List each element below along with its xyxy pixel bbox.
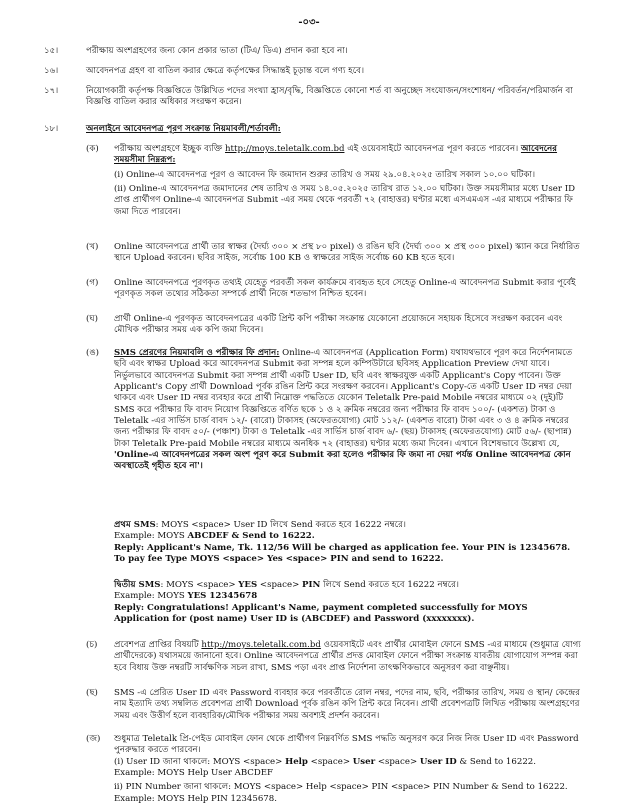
- deadline-heading: আবেদনের সময়সীমা নিম্নরূপ:: [114, 144, 558, 166]
- first-sms-label: প্রথম SMS: [114, 520, 156, 530]
- sub-clause-text: ওয়েবসাইটে এবং প্রার্থীর মোবাইল ফোনে SMS -এর মাধ্যমে (শুধুমাত্র যোগ্য প্রার্থীদেরকে) যথাসময়ে জানানো হবে। Online আবেদনপত্রে প্রার্থীর প্রদত্ত মোবাইল ফোনে পরীক্ষা সংক্রান্ত যাবতীয় যোগাযোগ সম্পন্ন করা হবে বিধায় উক্ত নম্বরটি সার্বক্ষণিক সচল রাখা, SMS পড়া এবং প্রাপ্ত নির্দেশনা তাৎক্ষণিকভাবে অনুসরণ করা বাঞ্ছনীয়।: [114, 640, 581, 673]
- userid-recovery-format: & Send to 16222.: [456, 756, 536, 767]
- sub-clause-text: SMS -এ প্রেরিত User ID এবং Password ব্যবহার করে পরবর্তীতে রোল নম্বর, পদের নাম, ছবি, পরীক্ষার তারিখ, সময় ও স্থান/ কেন্দ্রের নাম ইত্যাদি তথ্য সম্বলিত প্রবেশপত্র প্রার্থী Download পূর্বক রঙিন কপি প্রিন্ট করে নিবেন। প্রার্থী প্রবেশপত্রটি লিখিত পরীক্ষায় অংশগ্রহণের সময় এবং উত্তীর্ণ হলে ব্যবহারিক/মৌখিক পরীক্ষার সময় অবশ্যই প্রদর্শন করবেন।: [114, 688, 580, 721]
- sub-clause-text: প্রবেশপত্র প্রাপ্তির বিষয়টি: [114, 640, 202, 650]
- sub-clause-label: (জ): [86, 734, 101, 744]
- clause-number: ১৮।: [44, 124, 59, 134]
- sub-clause-label: (চ): [86, 640, 98, 650]
- deadline-start: (i) Online-এ আবেদনপত্র পূরণ ও আবেদন ফি জমাদান শুরুর তারিখ ও সময় ২৯.০৪.২০২৫ তারিখ সকাল ১০.০০ ঘটিকা।: [114, 169, 536, 180]
- sub-clause-text: Online আবেদনপত্রে প্রার্থী তার স্বাক্ষর (দৈর্ঘ্য ৩০০ × প্রস্থ ৮০ pixel) ও রঙিন ছবি (দৈর্ঘ্য ৩০০ × প্রস্থ ৩০০ pixel) স্ক্যান করে নির্ধারিত স্থানে Upload করবেন। ছবির সাইজ, সর্বোচ্চ 100 KB ও স্বাক্ষরের সাইজ সর্বোচ্চ 60 KB হতে হবে।: [114, 242, 580, 264]
- first-sms-format: : MOYS <space> User ID লিখে Send করতে হবে 16222 নম্বরে।: [155, 520, 406, 530]
- second-sms-example: Example: MOYS: [114, 591, 188, 602]
- pin-recovery-example: Example: MOYS Help PIN 12345678.: [114, 793, 277, 804]
- userid-recovery-format: <space>: [307, 756, 353, 767]
- clause-heading: অনলাইনে আবেদনপত্র পূরণ সংক্রান্ত নিয়মাবলী/শর্তাবলী:: [86, 124, 281, 134]
- userid-recovery-format: (i) User ID জানা থাকলে: MOYS <space>: [114, 756, 286, 767]
- userid-recovery-example: Example: MOYS Help User ABCDEF: [114, 768, 274, 779]
- pin-recovery-format: ii) PIN Number জানা থাকলে: MOYS <space> Help <space> PIN <space> PIN Number & Send to 16222.: [114, 782, 568, 793]
- second-sms-example-code: YES 12345678: [187, 591, 258, 602]
- sub-clause-text: Online আবেদনপত্রে পূরণকৃত তথ্যই যেহেতু পরবর্তী সকল কার্যক্রমে ব্যবহৃত হবে সেহেতু Online-এ আবেদনপত্র Submit করার পূর্বেই পূরণকৃত সকল তথ্যের সঠিকতা সম্পর্কে প্রার্থী নিজে শতভাগ নিশ্চিত হবেন।: [114, 278, 576, 300]
- second-sms-yes: YES: [238, 580, 258, 590]
- first-sms-reply: : Applicant's Name, Tk. 112/56 Will be charged as application fee. Your PIN is 12345678. To pay fee Type MOYS <space> Yes <space> PIN and send to 16222.: [114, 542, 571, 565]
- sms-rules-text: Online-এ আবেদনপত্র (Application Form) যথাযথভাবে পূরণ করে নির্দেশনামতে ছবি এবং স্বাক্ষর Upload করে আবেদনপত্র Submit করা সম্পন্ন হলে কম্পিউটারে ছবিসহ Application Preview দেখা যাবে। নির্ভুলভাবে আবেদনপত্র Submit করা সম্পন্ন প্রার্থী একটি User ID, ছবি এবং স্বাক্ষরযুক্ত একটি Applicant's Copy পাবেন। উক্ত Applicant's Copy প্রার্থী Download পূর্বক রঙিন প্রিন্ট করে সংরক্ষণ করবেন। Applicant's Copy-তে একটি User ID নম্বর দেয়া থাকবে এবং User ID নম্বর ব্যবহার করে প্রার্থী নিম্নোক্ত পদ্ধতিতে যেকোন Teletalk Pre-paid Mobile নম্বরের মাধ্যমে ০২ (দুই)টি SMS করে পরীক্ষার ফি বাবদ নিয়োগ বিজ্ঞপ্তিতে বর্ণিত ছকে ১ ও ২ ক্রমিক নম্বরের জন্য পরীক্ষার ফি বাবদ ১০০/- (একশত) টাকা ও Teletalk -এর সার্ভিস চার্জ বাবদ ১২/- (বারো) টাকাসহ (অফেরতযোগ্য) মোট ১১২/- (একশত বারো) টাকা এবং ৩ ও ৪ ক্রমিক নম্বরের জন্য পরীক্ষার ফি বাবদ ৫০/- (পঞ্চাশ) টাকা ও Teletalk -এর সার্ভিস চার্জ বাবদ ৬/- (ছয়) টাকাসহ (অফেরতযোগ্য) মোট ৫৬/- (ছাপান্ন) টাকা Teletalk Pre-paid Mobile নম্বরের মাধ্যমে অনধিক ৭২ (বাহাত্তর) ঘণ্টার মধ্যে জমা দিবেন। এখানে বিশেষভাবে উল্লেখ্য যে,: [114, 348, 573, 449]
- recovery-intro: শুধুমাত্র Teletalk প্রি-পেইড মোবাইল ফোন থেকে প্রার্থীগণ নিম্নবর্ণিত SMS পদ্ধতি অনুসরণ করে নিজ নিজ User ID এবং Password পুনরুদ্ধার করতে পারবেন।: [114, 734, 579, 756]
- sub-clause-label: (ঙ): [86, 348, 100, 358]
- deadline-end: (ii) Online-এ আবেদনপত্র জমাদানের শেষ তারিখ ও সময় ১৪.০৫.২০২৫ তারিখ রাত ১২.০০ ঘটিকা। উক্ত সময়সীমার মধ্যে User ID প্রাপ্ত প্রার্থীগণ Online-এ আবেদনপত্র Submit -এর সময় থেকে পরবর্তী ৭২ (বাহাত্তর) ঘণ্টার মধ্যে এসএমএস -এর মাধ্যমে পরীক্ষার ফি জমা দিতে পারবেন।: [114, 184, 576, 217]
- sub-clause-label: (গ): [86, 278, 99, 288]
- sub-clause-text: এই ওয়েবসাইটে আবেদনপত্র পূরণ করতে পারবেন।: [344, 144, 521, 154]
- sub-clause-label: (ঘ): [86, 314, 99, 324]
- clause-text: আবেদনপত্র গ্রহণ বা বাতিল করার ক্ষেত্রে কর্তৃপক্ষের সিদ্ধান্তই চূড়ান্ত বলে গণ্য হবে।: [86, 66, 365, 76]
- first-sms-example-code: ABCDEF & Send to 16222.: [187, 531, 315, 542]
- page-number: -০৩-: [298, 17, 320, 28]
- second-sms-format: লিখে Send করতে হবে 16222 নম্বরে।: [320, 580, 459, 590]
- sub-clause-label: (ক): [86, 144, 99, 154]
- userid-recovery-format: <space>: [375, 756, 420, 767]
- clause-text: পরীক্ষায় অংশগ্রহণের জন্য কোন প্রকার ভাতা (টিএ/ ডিএ) প্রদান করা হবে না।: [86, 46, 348, 56]
- clause-number: ১৭।: [44, 86, 59, 96]
- sms-rules-heading: SMS প্রেরণের নিয়মাবলি ও পরীক্ষার ফি প্রদান:: [114, 348, 280, 358]
- clause-number: ১৬।: [44, 66, 59, 76]
- clause-text: নিয়োগকারী কর্তৃপক্ষ বিজ্ঞপ্তিতে উল্লিখিত পদের সংখ্যা হ্রাস/বৃদ্ধি, বিজ্ঞপ্তিতে কোনো শর্ত বা অনুচ্ছেদ সংযোজন/সংশোধন/ পরিবর্তন/পরিমার্জন বা বিজ্ঞপ্তি বাতিল করার অধিকার সংরক্ষণ করেন।: [86, 86, 573, 108]
- second-sms-reply-label: Reply: [114, 602, 141, 613]
- sub-clause-label: (ছ): [86, 688, 98, 698]
- second-sms-pin: PIN: [302, 580, 321, 590]
- first-sms-example: Example: MOYS: [114, 531, 188, 542]
- second-sms-reply: : Congratulations! Applicant's Name, payment completed successfully for MOYS Application for (post name) User ID is (ABCDEF) and Password (xxxxxxxx).: [114, 602, 528, 625]
- first-sms-reply-label: Reply: [114, 542, 141, 553]
- sub-clause-label: (খ): [86, 242, 99, 252]
- userid-recovery-uid: User ID: [419, 756, 457, 767]
- second-sms-label: দ্বিতীয় SMS: [114, 580, 161, 590]
- website-link[interactable]: http://moys.teletalk.com.bd: [201, 640, 321, 650]
- important-note: 'Online-এ আবেদনপত্রের সকল অংশ পূরণ করে Submit করা হলেও পরীক্ষার ফি জমা না দেয়া পর্যন্ত Online আবেদনপত্র কোন অবস্থাতেই গৃহীত হবে না'।: [114, 450, 571, 472]
- website-link[interactable]: http://moys.teletalk.com.bd: [225, 144, 345, 154]
- sub-clause-text: পরীক্ষায় অংশগ্রহণে ইচ্ছুক ব্যক্তি: [114, 144, 225, 154]
- sub-clause-text: প্রার্থী Online-এ পূরণকৃত আবেদনপত্রের একটি প্রিন্ট কপি পরীক্ষা সংক্রান্ত যেকোনো প্রয়োজনে সহায়ক হিসেবে সংরক্ষণ করবেন এবং মৌখিক পরীক্ষার সময় এক কপি জমা দিবেন।: [114, 314, 563, 336]
- userid-recovery-user: User: [352, 756, 376, 767]
- userid-recovery-help: Help: [285, 756, 308, 767]
- second-sms-format: <space>: [257, 580, 303, 590]
- second-sms-format: : MOYS <space>: [160, 580, 239, 590]
- clause-number: ১৫।: [44, 46, 59, 56]
